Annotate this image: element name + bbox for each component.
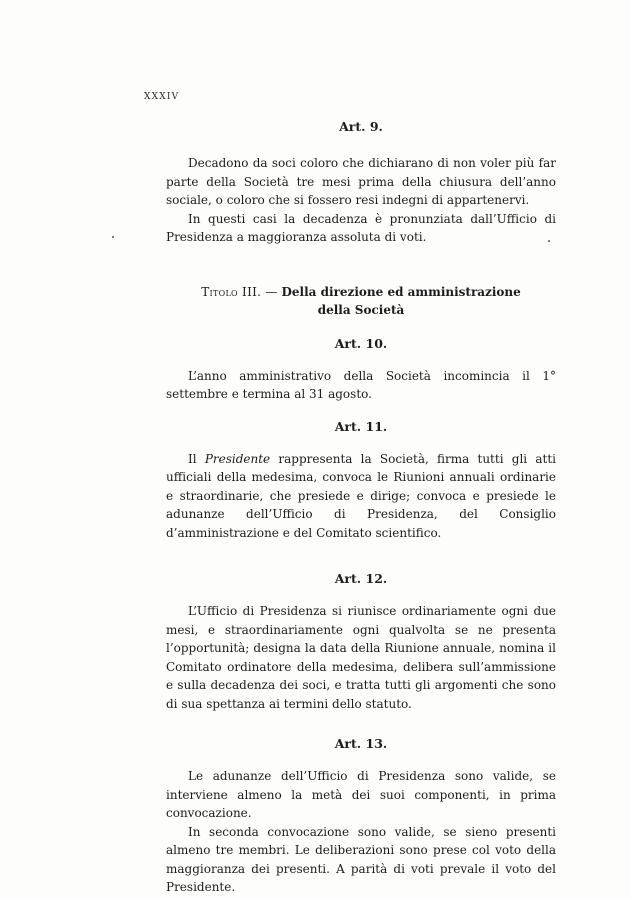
title-section	[166, 283, 556, 319]
article-heading: Art. 12.	[334, 571, 388, 586]
article-heading: Art. 9.	[339, 119, 383, 134]
print-speck	[112, 236, 114, 238]
article-12	[166, 570, 556, 713]
article-heading: Art. 11.	[334, 418, 388, 434]
section-title-line2: della Società	[317, 302, 405, 317]
section-title-text: Della direzione ed amministrazione	[281, 284, 521, 299]
article-13	[166, 735, 556, 897]
article-paragraph: Le adunanze dell’Ufficio di Presidenza sono valide, se interviene almeno la metà dei suoi componenti, in prima convocazione.	[166, 769, 556, 820]
article-10	[166, 335, 556, 404]
article-text: rappresenta la Società, firma tutti gli atti ufficiali della medesima, convoca le Riunioni annuali ordinarie e straordinarie, che presiede e dirige; convoca e presiede le adunanze dell’Ufficio di Presidenza, del Consiglio d’amministrazione e del Comitato scientifico.	[166, 451, 556, 540]
document-body	[166, 118, 556, 897]
article-9	[166, 118, 556, 247]
article-paragraph: L’anno amministrativo della Società incomincia il 1° settembre e termina al 31 agosto.	[166, 368, 556, 401]
article-italic-term: Presidente	[204, 451, 271, 466]
section-title	[166, 283, 556, 301]
article-text: Il	[188, 451, 197, 466]
article-heading: Art. 13.	[334, 736, 388, 751]
article-paragraph: L’Ufficio di Presidenza si riunisce ordinariamente ogni due mesi, e straordinariamente ogni qualvolta se ne presenta l’opportunità; designa la data della Riunione annuale, nomina il Comitato ordinatore della medesima, delibera sull’ammissione e sulla decadenza dei soci, e tratta tutti gli argomenti che sono di sua spettanza ai termini dello statuto.	[166, 604, 556, 711]
article-11	[166, 418, 556, 543]
section-title-label: Titolo III. —	[201, 284, 278, 299]
article-heading: Art. 10.	[334, 335, 388, 351]
page-number: XXXIV	[144, 92, 180, 102]
article-paragraph: Decadono da soci coloro che dichiarano di non voler più far parte della Società tre mesi prima della chiusura dell’anno sociale, o coloro che si fossero resi indegni di appartenervi.	[166, 156, 556, 207]
article-paragraph: In questi casi la decadenza è pronunziata dall’Ufficio di Presidenza a maggioranza assoluta di voti.	[166, 211, 556, 244]
article-paragraph	[166, 450, 556, 543]
article-paragraph: In seconda convocazione sono valide, se sieno presenti almeno tre membri. Le deliberazioni sono prese col voto della maggioranza dei presenti. A parità di voti prevale il voto del Presidente.	[166, 824, 556, 894]
